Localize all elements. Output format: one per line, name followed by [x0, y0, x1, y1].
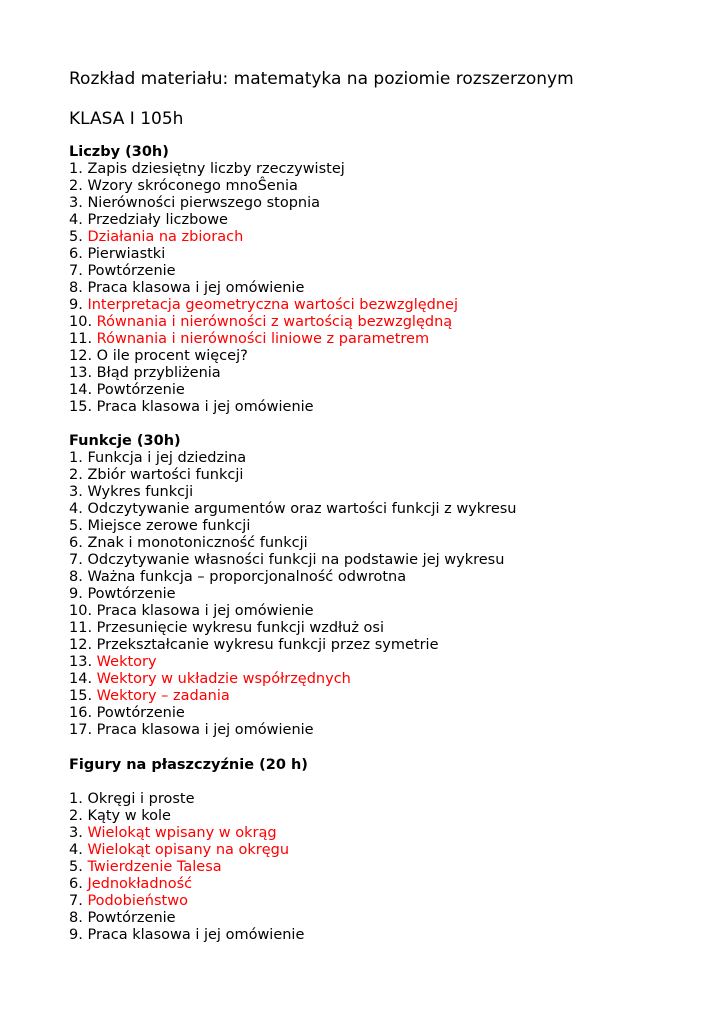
topic-item [69, 467, 517, 484]
topic-item [69, 535, 517, 552]
topic-item [69, 484, 517, 501]
topic-number: 9. [69, 297, 83, 313]
topic-text: Powtórzenie [96, 705, 185, 721]
topic-number: 8. [69, 910, 83, 926]
topic-number: 2. [69, 467, 83, 483]
topic-text: Powtórzenie [87, 586, 176, 602]
topic-item [69, 671, 517, 688]
topic-number: 15. [69, 399, 93, 415]
topic-text: Powtórzenie [87, 263, 176, 279]
topic-text: Miejsce zerowe funkcji [87, 518, 251, 534]
topic-item [69, 876, 308, 893]
topic-text: Ważna funkcja – proporcjonalność odwrotna [87, 569, 407, 585]
topic-item [69, 501, 517, 518]
topic-text: Wektory – zadania [96, 688, 230, 704]
topic-item [69, 688, 517, 705]
topic-text: Znak i monotoniczność funkcji [87, 535, 308, 551]
topic-item [69, 586, 517, 603]
topic-number: 7. [69, 552, 83, 568]
topic-number: 7. [69, 263, 83, 279]
topic-text: Wektory w układzie współrzędnych [96, 671, 351, 687]
section-heading: Funkcje (30h) [69, 433, 181, 449]
topic-text: Powtórzenie [96, 382, 185, 398]
topic-text: Twierdzenie Talesa [87, 859, 222, 875]
topic-item [69, 791, 308, 808]
topic-text: Przedziały liczbowe [87, 212, 228, 228]
topic-item [69, 297, 458, 314]
topic-text: Zbiór wartości funkcji [87, 467, 244, 483]
topic-number: 6. [69, 535, 83, 551]
topic-number: 3. [69, 484, 83, 500]
topic-number: 14. [69, 671, 93, 687]
topic-text: Wykres funkcji [87, 484, 194, 500]
topic-number: 8. [69, 280, 83, 296]
topic-number: 12. [69, 637, 93, 653]
topic-text: Równania i nierówności liniowe z parametrem [96, 331, 430, 347]
topic-text: Odczytywanie argumentów oraz wartości funkcji z wykresu [87, 501, 517, 517]
topic-item [69, 246, 458, 263]
topic-text: Praca klasowa i jej omówienie [96, 603, 314, 619]
topic-text: Okręgi i proste [87, 791, 195, 807]
topic-number: 3. [69, 825, 83, 841]
spacer [69, 774, 308, 791]
topic-number: 11. [69, 620, 93, 636]
topic-item [69, 603, 517, 620]
topic-number: 6. [69, 876, 83, 892]
topic-number: 14. [69, 382, 93, 398]
topic-text: O ile procent więcej? [96, 348, 248, 364]
topic-number: 4. [69, 842, 83, 858]
topic-number: 17. [69, 722, 93, 738]
topic-text: Wzory skróconego mnoŜenia [87, 178, 298, 194]
topic-text: Powtórzenie [87, 910, 176, 926]
topic-item [69, 927, 308, 944]
topic-text: Odczytywanie własności funkcji na podstawie jej wykresu [87, 552, 505, 568]
topic-item [69, 382, 458, 399]
topic-list [69, 791, 308, 944]
topic-number: 2. [69, 808, 83, 824]
topic-text: Funkcja i jej dziedzina [87, 450, 247, 466]
topic-item [69, 263, 458, 280]
topic-number: 7. [69, 893, 83, 909]
topic-list [69, 450, 517, 739]
topic-text: Wektory [96, 654, 157, 670]
topic-text: Równania i nierówności z wartością bezwzględną [96, 314, 453, 330]
topic-number: 10. [69, 603, 93, 619]
topic-item [69, 859, 308, 876]
topic-item [69, 842, 308, 859]
section-liczby [69, 144, 458, 416]
topic-item [69, 637, 517, 654]
topic-item [69, 705, 517, 722]
topic-item [69, 212, 458, 229]
section-figury [69, 757, 308, 944]
topic-item [69, 178, 458, 195]
topic-number: 8. [69, 569, 83, 585]
topic-number: 3. [69, 195, 83, 211]
section-heading: Liczby (30h) [69, 144, 169, 160]
topic-number: 2. [69, 178, 83, 194]
topic-item [69, 195, 458, 212]
topic-number: 5. [69, 518, 83, 534]
topic-item [69, 808, 308, 825]
topic-number: 9. [69, 927, 83, 943]
topic-number: 16. [69, 705, 93, 721]
topic-text: Praca klasowa i jej omówienie [87, 927, 305, 943]
topic-number: 13. [69, 365, 93, 381]
topic-number: 9. [69, 586, 83, 602]
topic-text: Przekształcanie wykresu funkcji przez symetrie [96, 637, 439, 653]
topic-list [69, 161, 458, 416]
topic-text: Interpretacja geometryczna wartości bezwzględnej [87, 297, 458, 313]
topic-item [69, 569, 517, 586]
topic-number: 1. [69, 450, 83, 466]
topic-number: 4. [69, 501, 83, 517]
topic-number: 1. [69, 161, 83, 177]
topic-text: Zapis dziesiętny liczby rzeczywistej [87, 161, 345, 177]
section-heading: Figury na płaszczyźnie (20 h) [69, 757, 308, 773]
topic-item [69, 399, 458, 416]
topic-text: Podobieństwo [87, 893, 188, 909]
topic-number: 5. [69, 859, 83, 875]
topic-item [69, 654, 517, 671]
topic-item [69, 620, 517, 637]
topic-item [69, 331, 458, 348]
topic-text: Przesunięcie wykresu funkcji wzdłuż osi [96, 620, 385, 636]
document-title: Rozkład materiału: matematyka na poziomie rozszerzonym [69, 69, 574, 89]
topic-text: Praca klasowa i jej omówienie [87, 280, 305, 296]
topic-item [69, 893, 308, 910]
topic-text: Wielokąt wpisany w okrąg [87, 825, 277, 841]
topic-text: Błąd przybliżenia [96, 365, 221, 381]
topic-number: 5. [69, 229, 83, 245]
topic-item [69, 229, 458, 246]
topic-text: Praca klasowa i jej omówienie [96, 722, 314, 738]
topic-text: Kąty w kole [87, 808, 171, 824]
topic-item [69, 314, 458, 331]
topic-item [69, 365, 458, 382]
topic-text: Pierwiastki [87, 246, 166, 262]
topic-number: 1. [69, 791, 83, 807]
topic-text: Wielokąt opisany na okręgu [87, 842, 290, 858]
topic-item [69, 280, 458, 297]
topic-number: 11. [69, 331, 93, 347]
topic-number: 12. [69, 348, 93, 364]
section-funkcje [69, 433, 517, 739]
topic-item [69, 910, 308, 927]
topic-text: Nierówności pierwszego stopnia [87, 195, 321, 211]
topic-text: Działania na zbiorach [87, 229, 244, 245]
topic-item [69, 518, 517, 535]
class-heading: KLASA I 105h [69, 109, 184, 129]
topic-item [69, 825, 308, 842]
topic-item [69, 722, 517, 739]
topic-text: Praca klasowa i jej omówienie [96, 399, 314, 415]
topic-number: 15. [69, 688, 93, 704]
topic-number: 6. [69, 246, 83, 262]
topic-number: 4. [69, 212, 83, 228]
topic-number: 10. [69, 314, 93, 330]
topic-item [69, 348, 458, 365]
topic-text: Jednokładność [87, 876, 193, 892]
topic-item [69, 552, 517, 569]
topic-number: 13. [69, 654, 93, 670]
topic-item [69, 161, 458, 178]
topic-item [69, 450, 517, 467]
